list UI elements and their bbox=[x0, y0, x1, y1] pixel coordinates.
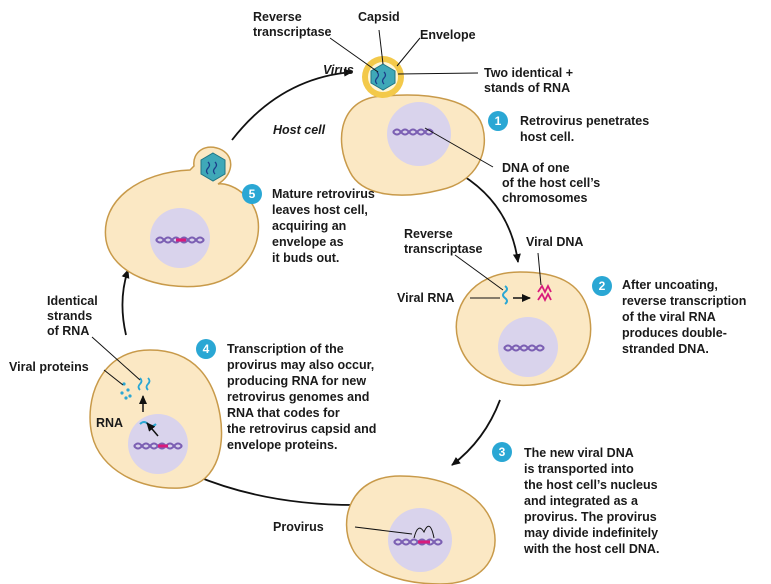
label-viral-rna: Viral RNA bbox=[397, 291, 455, 305]
step-5 bbox=[242, 184, 375, 265]
host-cell-2 bbox=[456, 272, 590, 385]
label-viral-dna: Viral DNA bbox=[526, 235, 584, 249]
step-text: Retrovirus penetrates host cell. bbox=[520, 114, 650, 144]
step-text: Transcription of the provirus may also occur, producing RNA for new retrovirus genomes and RNA that codes for the retrovirus capsid and envelope proteins. bbox=[227, 342, 377, 452]
label-viral-proteins: Viral proteins bbox=[9, 360, 89, 374]
step-number: 4 bbox=[202, 342, 210, 356]
host-cell-3 bbox=[347, 476, 495, 584]
label-dna-of-one: DNA of one of the host cell’s chromosomes bbox=[502, 161, 601, 205]
step-number: 1 bbox=[494, 114, 502, 128]
label-virus: Virus bbox=[323, 63, 354, 77]
label-two-strands: Two identical + stands of RNA bbox=[484, 66, 574, 95]
arrow-step4-to-step5 bbox=[122, 270, 128, 335]
step-number: 5 bbox=[248, 187, 256, 201]
step-text: Mature retrovirus leaves host cell, acquiring an envelope as it buds out. bbox=[272, 187, 375, 265]
label-identical-strands: Identical strands of RNA bbox=[47, 294, 98, 338]
host-cell-5 bbox=[105, 147, 258, 286]
host-cell-1 bbox=[342, 95, 485, 195]
label-rna: RNA bbox=[96, 416, 124, 430]
step-3 bbox=[492, 442, 659, 556]
label-host-cell: Host cell bbox=[273, 123, 326, 137]
label-reverse-transcriptase-top: Reverse transcriptase bbox=[253, 10, 332, 39]
step-text: After uncoating, reverse transcription of the viral RNA produces double-stranded DNA. bbox=[622, 278, 747, 356]
step-4 bbox=[196, 339, 376, 452]
arrow-step3-to-step4 bbox=[194, 475, 355, 505]
label-provirus: Provirus bbox=[273, 520, 324, 534]
step-number: 3 bbox=[498, 445, 506, 459]
step-text: The new viral DNA is transported into the host cell’s nucleus and integrated as a provirus. The provirus may divide indefinitely with the host cell DNA. bbox=[524, 446, 660, 556]
label-reverse-transcriptase-mid: Reverse transcriptase bbox=[404, 227, 483, 256]
step-number: 2 bbox=[598, 279, 606, 293]
label-capsid: Capsid bbox=[358, 10, 400, 24]
label-envelope: Envelope bbox=[420, 28, 476, 42]
step-2 bbox=[592, 276, 746, 356]
step-1 bbox=[488, 111, 649, 144]
